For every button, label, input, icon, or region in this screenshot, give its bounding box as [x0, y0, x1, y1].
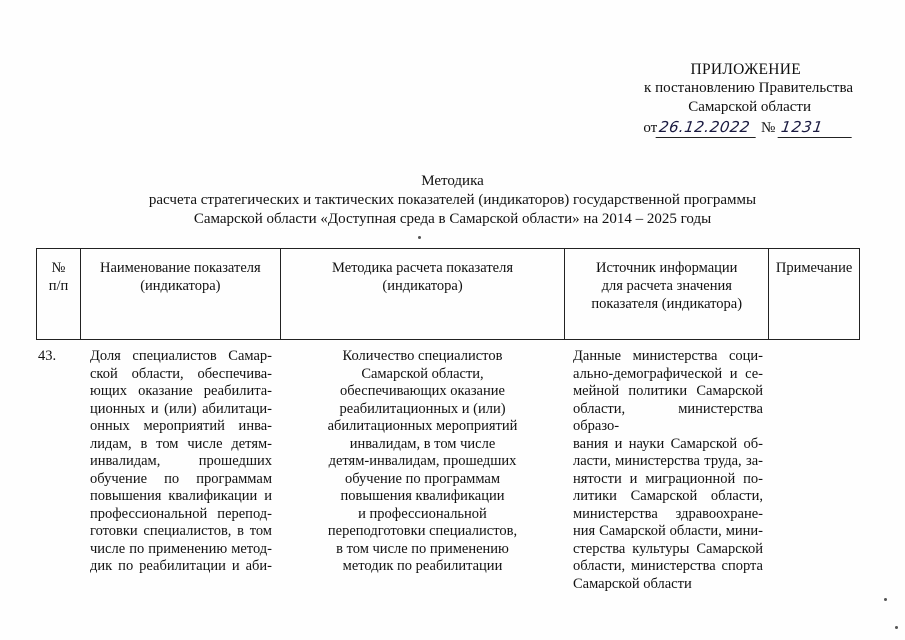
header-number-line-2: п/п — [48, 278, 69, 294]
source-line: ния Самарской области, мини- — [573, 523, 763, 539]
method-line: Самарской области, — [361, 365, 484, 382]
row-indicator-name — [80, 348, 280, 593]
source-line: области, министерства образо- — [573, 400, 763, 434]
name-line: профессиональной перепод- — [90, 505, 272, 522]
header-name-line-1: Наименование показателя — [99, 260, 261, 276]
method-line: методик по реабилитации — [342, 558, 503, 574]
row-note — [769, 348, 860, 593]
name-line: обучение по программам — [90, 470, 272, 487]
header-source-line-1: Источник информации — [596, 260, 738, 276]
title-line-1: Методика — [421, 173, 484, 189]
name-line: ющих оказание реабилита- — [90, 383, 272, 399]
header-number-line-1: № — [51, 260, 66, 276]
name-line: инвалидам, прошедших — [90, 453, 272, 469]
document-title — [0, 172, 905, 229]
source-line: Данные министерства соци- — [573, 348, 763, 364]
name-line: дик по реабилитации и аби- — [90, 558, 272, 574]
number-sign: № — [760, 120, 776, 136]
table-header-row — [36, 248, 860, 340]
source-line: ласти, министерства труда, за- — [573, 453, 763, 469]
name-line: готовки специалистов, в том — [90, 523, 272, 539]
header-source-line-2: для расчета значения — [601, 278, 732, 294]
scan-speck — [895, 626, 898, 629]
header-name-line-2: (индикатора) — [140, 278, 221, 294]
handwritten-date: 26.12.2022 — [656, 118, 759, 138]
scan-speck — [884, 598, 887, 601]
handwritten-number: 1231 — [778, 118, 855, 138]
source-line: министерства здравоохране- — [573, 505, 763, 522]
method-line: детям-инвалидам, прошедших — [328, 453, 517, 469]
header-note: Примечание — [769, 249, 860, 339]
source-line: ально-демографической и се- — [573, 365, 763, 382]
appendix-resolution-line: к постановлению Правительства — [644, 80, 853, 96]
method-line: Количество специалистов — [342, 348, 503, 364]
method-line: переподготовки специалистов, — [327, 523, 518, 539]
header-calculation-method — [281, 249, 566, 339]
name-line: числе по применению метод- — [90, 540, 272, 557]
name-line: повышения квалификации и — [90, 488, 272, 504]
row-calculation-method — [280, 348, 565, 593]
date-prefix: от — [643, 120, 658, 136]
source-line: мейной политики Самарской — [573, 383, 763, 399]
method-line: в том числе по применению — [336, 540, 509, 557]
method-line: абилитационных мероприятий — [327, 418, 518, 434]
source-line: Самарской области — [573, 575, 692, 592]
source-line: вания и науки Самарской об- — [573, 435, 763, 452]
name-line: ской области, обеспечива- — [90, 365, 272, 382]
name-line: лидам, в том числе детям- — [90, 435, 272, 452]
appendix-date-line — [613, 118, 853, 138]
title-line-3: Самарской области «Доступная среда в Самарской области» на 2014 – 2025 годы — [193, 211, 712, 227]
title-line-2: расчета стратегических и тактических показателей (индикаторов) государственной программы — [148, 192, 757, 208]
name-line: Доля специалистов Самар- — [90, 348, 272, 364]
scan-speck — [418, 236, 421, 239]
method-line: реабилитационных и (или) — [339, 400, 506, 417]
method-line: инвалидам, в том числе — [349, 435, 496, 452]
source-line: нятости и миграционной по- — [573, 470, 763, 487]
method-line: обеспечивающих оказание — [340, 383, 505, 399]
appendix-block — [613, 60, 853, 138]
source-line: области, министерства спорта — [573, 558, 763, 574]
appendix-region-line: Самарской области — [688, 99, 811, 115]
header-source-line-3: показателя (индикатора) — [591, 296, 743, 312]
header-indicator-name — [81, 249, 281, 339]
source-line: литики Самарской области, — [573, 488, 763, 504]
header-method-line-1: Методика расчета показателя — [332, 260, 514, 276]
table-row — [36, 348, 860, 593]
name-line: онных мероприятий инва- — [90, 418, 272, 434]
source-line: стерства культуры Самарской — [573, 540, 763, 557]
indicator-table — [36, 248, 860, 593]
row-information-source — [565, 348, 769, 593]
header-method-line-2: (индикатора) — [382, 278, 463, 294]
appendix-heading: ПРИЛОЖЕНИЕ — [690, 61, 801, 78]
row-number: 43. — [38, 348, 57, 364]
header-information-source — [565, 249, 769, 339]
method-line: обучение по программам — [344, 470, 501, 487]
header-number — [37, 249, 81, 339]
method-line: повышения квалификации — [340, 488, 505, 504]
method-line: и профессиональной — [358, 505, 487, 522]
name-line: ционных и (или) абилитаци- — [90, 400, 272, 417]
